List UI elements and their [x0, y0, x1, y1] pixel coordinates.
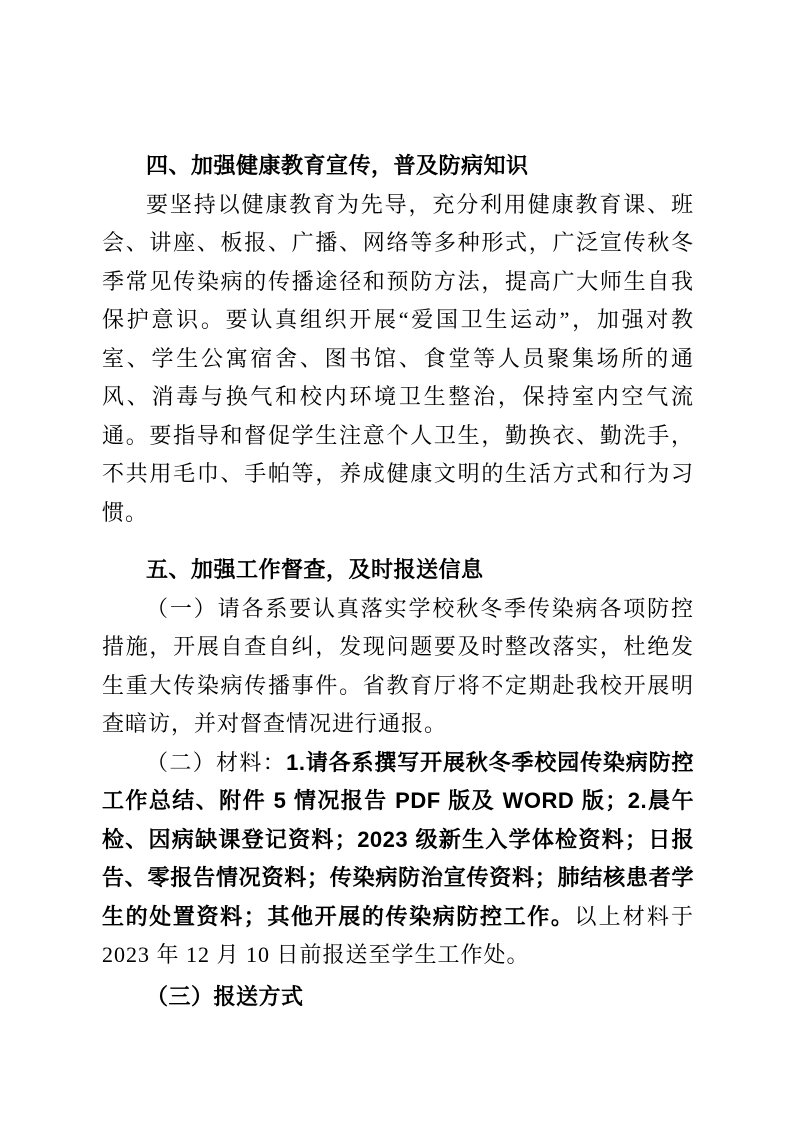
- section-five-item-one: （一）请各系要认真落实学校秋冬季传染病各项防控措施，开展自查自纠，发现问题要及时整改落实，杜绝发生重大传染病传播事件。省教育厅将不定期赴我校开展明查暗访，并对督查情况进行通报。: [102, 595, 694, 736]
- section-four-paragraph: 要坚持以健康教育为先导，充分利用健康教育课、班会、讲座、板报、广播、网络等多种形式，广泛宣传秋冬季常见传染病的传播途径和预防方法，提高广大师生自我保护意识。要认真组织开展“爱国卫生运动”，加强对教室、学生公寓宿舍、图书馆、食堂等人员聚集场所的通风、消毒与换气和校内环境卫生整治，保持室内空气流通。要指导和督促学生注意个人卫生，勤换衣、勤洗手，不共用毛巾、手帕等，养成健康文明的生活方式和行为习惯。: [102, 191, 694, 525]
- item-two-bold-materials-list: 1.请各系撰写开展秋冬季校园传染病防控工作总结、附件 5 情况报告 PDF 版及 WORD 版；2.晨午检、因病缺课登记资料；2023 级新生入学体检资料；日报告、零报告情况资料；传染病防治宣传资料；肺结核患者学生的处置资料；其他开展的传染病防控工作。: [102, 749, 694, 929]
- section-five-heading: 五、加强工作督查，及时报送信息: [146, 557, 484, 582]
- section-five-item-three-heading: （三）报送方式: [146, 983, 304, 1009]
- item-two-prefix: （二）材料：: [146, 749, 287, 775]
- document-content: [102, 147, 694, 1016]
- section-four-heading: 四、加强健康教育宣传，普及防病知识: [146, 153, 529, 178]
- section-five-item-two: [102, 744, 694, 975]
- item-two-deadline-note: 以上材料于 2023 年 12 月 10 日前报送至学生工作处。: [102, 903, 694, 967]
